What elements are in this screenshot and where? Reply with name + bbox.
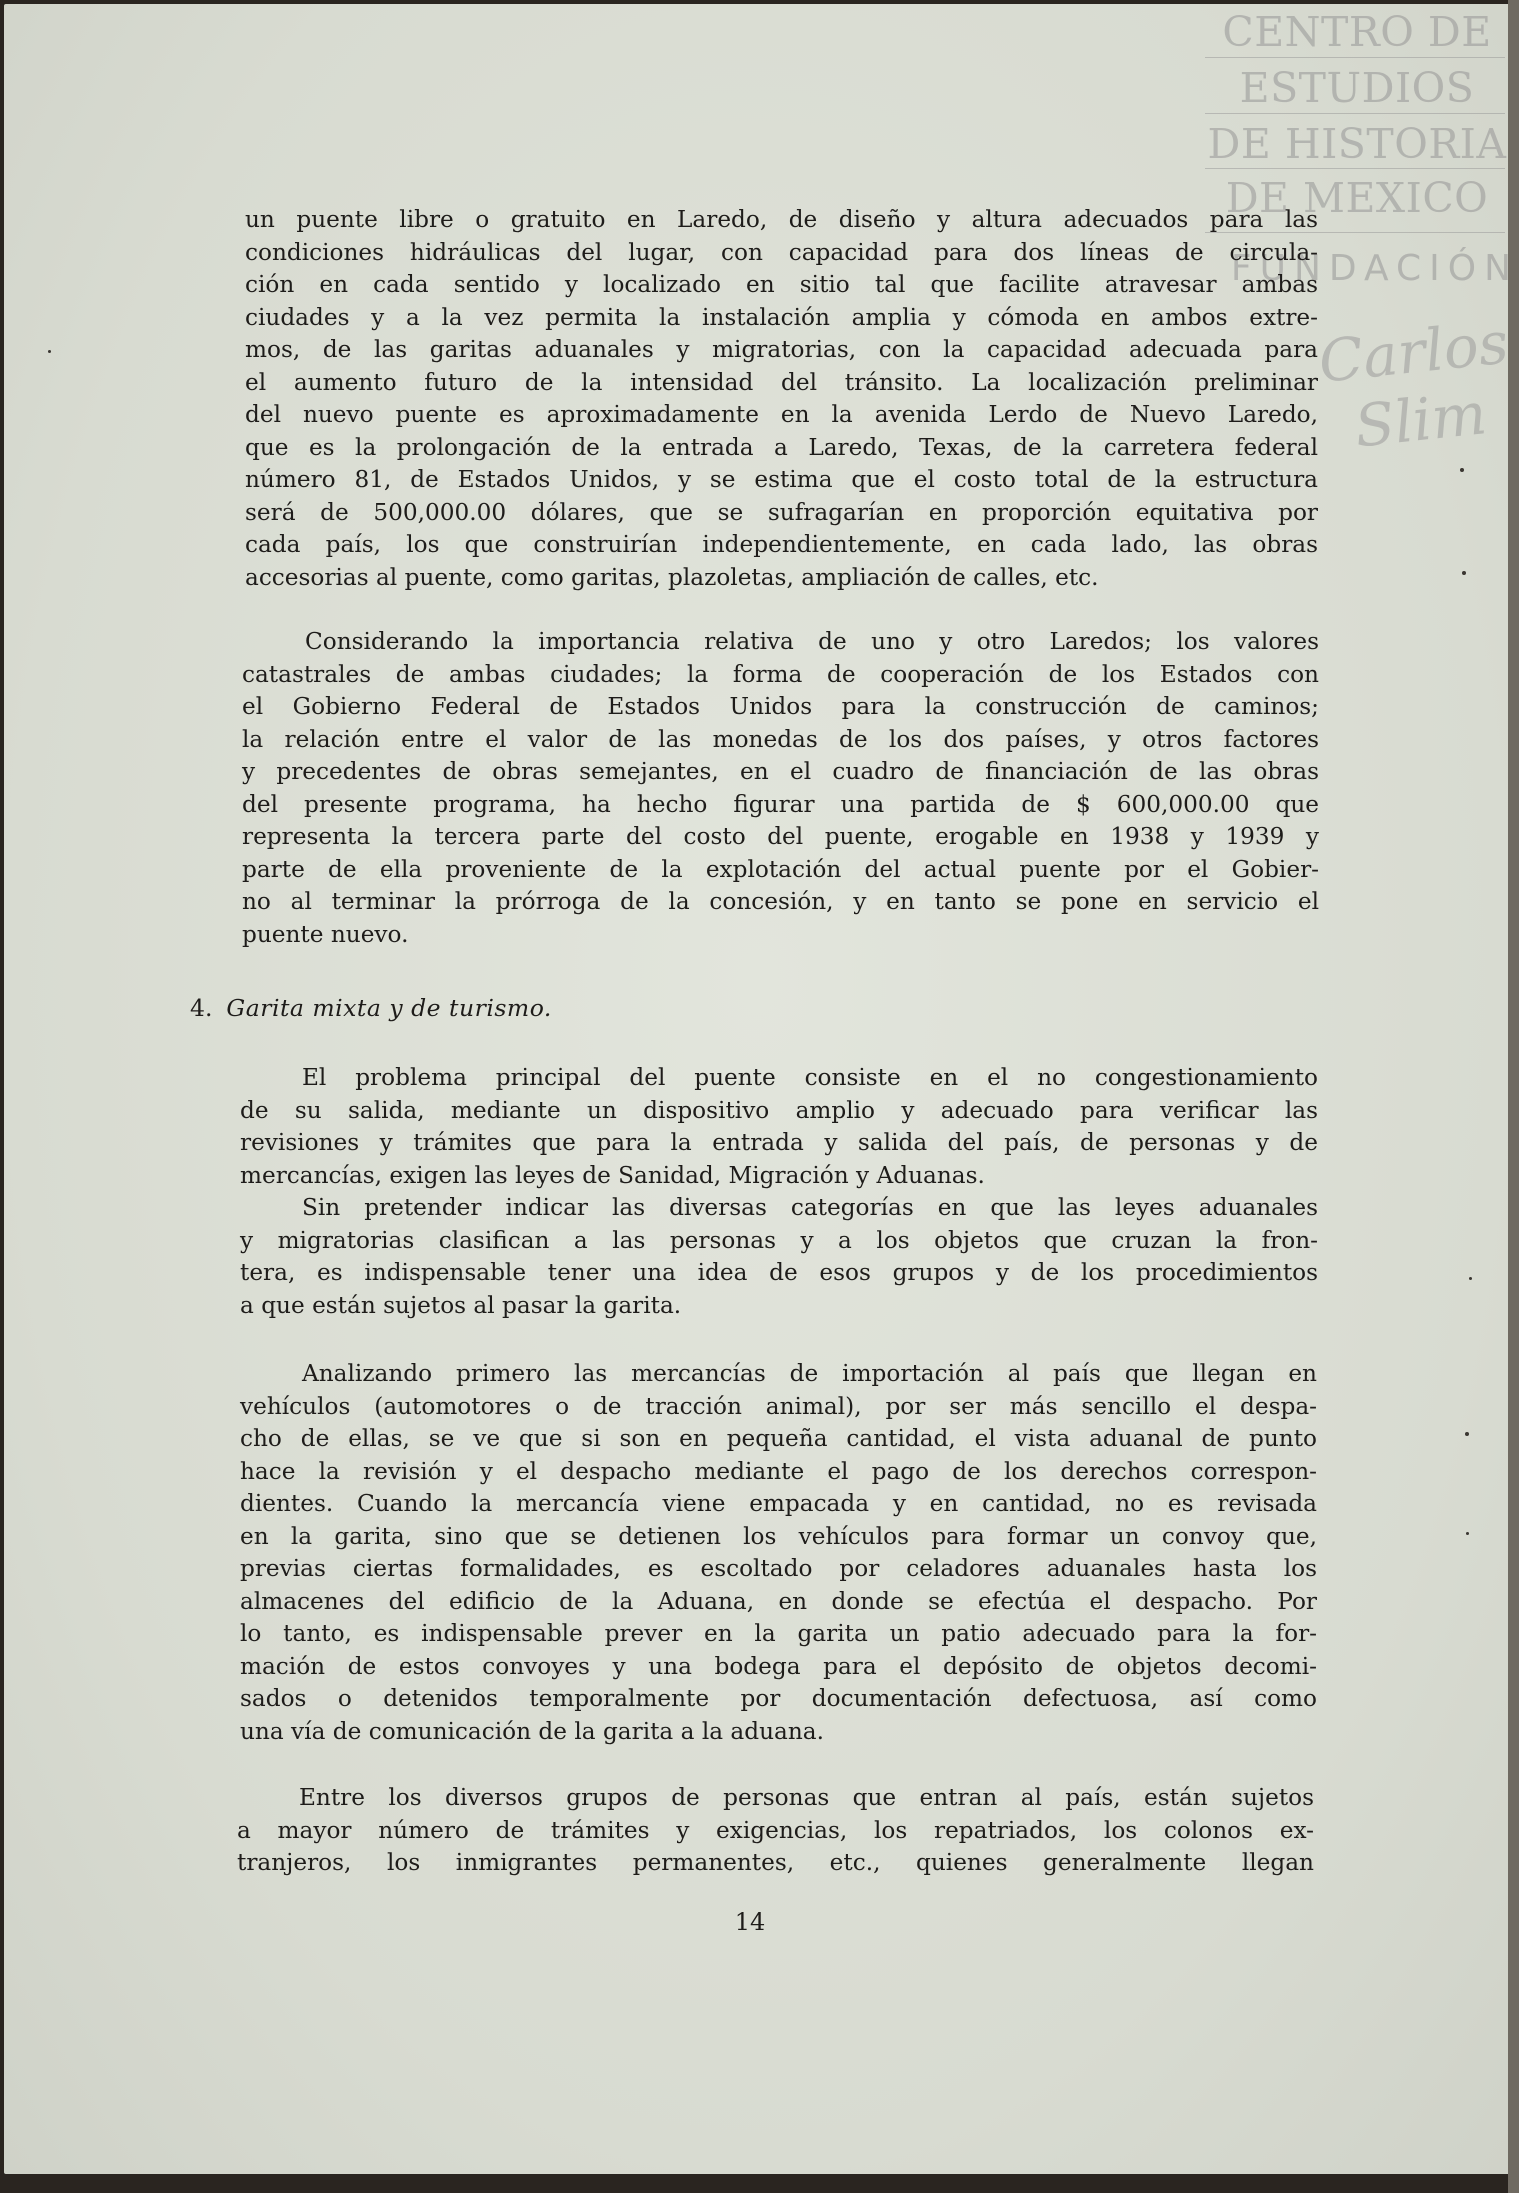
text-line: de su salida, mediante un dispositivo amplio y adecuado para verificar las [240,1096,1318,1124]
text-line: a mayor número de trámites y exigencias, los repatriados, los colonos ex- [237,1816,1314,1844]
text-line: Considerando la importancia relativa de uno y otro Laredos; los valores [305,628,1319,655]
text-line: vehículos (automotores o de tracción animal), por ser más sencillo el despa- [240,1392,1317,1420]
text-line: lo tanto, es indispensable prever en la garita un patio adecuado para la for- [240,1620,1317,1647]
section-heading [190,992,552,1024]
text-line: condiciones hidráulicas del lugar, con capacidad para dos líneas de circula- [245,238,1318,266]
scan-speck [1469,1277,1472,1280]
scan-speck [48,350,51,353]
text-line: representa la tercera parte del costo del puente, erogable en 1938 y 1939 y [242,823,1319,850]
watermark-fundacion: FUNDACIÓN [1230,248,1519,289]
text-line: accesorias al puente, como garitas, plazoletas, ampliación de calles, etc. [245,563,1099,591]
text-line: número 81, de Estados Unidos, y se estima que el costo total de la estructura [245,466,1318,493]
text-line: cho de ellas, se ve que si son en pequeña cantidad, el vista aduanal de punto [240,1425,1317,1452]
text-line: parte de ella proveniente de la explotación del actual puente por el Gobier- [242,855,1319,883]
text-line: ciudades y a la vez permita la instalación amplia y cómoda en ambos extre- [245,303,1318,331]
watermark-line: CENTRO DE [1222,8,1492,56]
scan-speck [1462,571,1466,575]
page-number: 14 [734,1908,766,1936]
section-title: Garita mixta y de turismo. [226,994,552,1022]
text-line: en la garita, sino que se detienen los vehículos para formar un convoy que, [240,1522,1317,1550]
text-line: será de 500,000.00 dólares, que se sufragarían en proporción equitativa por [245,498,1318,526]
watermark-line: ESTUDIOS [1239,64,1475,112]
watermark-line: DE MEXICO [1225,174,1489,222]
scan-speck [1460,468,1464,472]
text-line: a que están sujetos al pasar la garita. [240,1291,682,1319]
text-line: Sin pretender indicar las diversas categorías en que las leyes aduanales [302,1194,1318,1221]
text-line: Entre los diversos grupos de personas que entran al país, están sujetos [299,1784,1314,1811]
text-line: puente nuevo. [242,920,409,948]
text-line: la relación entre el valor de las monedas de los dos países, y otros factores [242,725,1319,753]
text-line: el Gobierno Federal de Estados Unidos para la construcción de caminos; [242,693,1319,720]
text-line: que es la prolongación de la entrada a Laredo, Texas, de la carretera federal [245,433,1318,461]
text-line: mación de estos convoyes y una bodega para el depósito de objetos decomi- [240,1652,1317,1680]
text-line: una vía de comunicación de la garita a la aduana. [240,1717,824,1745]
text-line: cada país, los que construirían independientemente, en cada lado, las obras [245,531,1318,558]
text-line: tera, es indispensable tener una idea de esos grupos y de los procedimientos [240,1259,1318,1286]
text-line: el aumento futuro de la intensidad del tránsito. La localización preliminar [245,368,1318,396]
text-line: revisiones y trámites que para la entrada y salida del país, de personas y de [240,1129,1318,1156]
watermark-signature: Carlos Slim [1315,308,1512,461]
scan-speck [1466,1532,1469,1535]
watermark-rule [1205,113,1505,114]
text-line: tranjeros, los inmigrantes permanentes, etc., quienes generalmente llegan [237,1849,1314,1876]
text-line: ción en cada sentido y localizado en sitio tal que facilite atravesar ambas [245,271,1318,298]
text-line: Analizando primero las mercancías de importación al país que llegan en [302,1360,1317,1387]
text-line: no al terminar la prórroga de la concesión, y en tanto se pone en servicio el [242,888,1319,915]
text-line: almacenes del edificio de la Aduana, en donde se efectúa el despacho. Por [240,1587,1317,1615]
watermark-rule [1205,57,1505,58]
watermark-line: DE HISTORIA [1207,120,1507,168]
text-line: y migratorias clasifican a las personas y a los objetos que cruzan la fron- [240,1226,1318,1254]
scan-speck [1465,1432,1469,1436]
text-line: mercancías, exigen las leyes de Sanidad, Migración y Aduanas. [240,1161,985,1189]
section-number: 4. [190,994,213,1022]
text-line: sados o detenidos temporalmente por documentación defectuosa, así como [240,1685,1317,1712]
text-line: previas ciertas formalidades, es escoltado por celadores aduanales hasta los [240,1555,1317,1582]
watermark-rule [1205,168,1505,169]
text-line: hace la revisión y el despacho mediante el pago de los derechos correspon- [240,1457,1317,1485]
text-line: del presente programa, ha hecho figurar una partida de $ 600,000.00 que [242,790,1319,818]
text-line: del nuevo puente es aproximadamente en la avenida Lerdo de Nuevo Laredo, [245,401,1318,428]
text-line: mos, de las garitas aduanales y migratorias, con la capacidad adecuada para [245,336,1318,363]
text-line: y precedentes de obras semejantes, en el cuadro de financiación de las obras [242,758,1319,785]
text-line: catastrales de ambas ciudades; la forma de cooperación de los Estados con [242,660,1319,688]
text-line: un puente libre o gratuito en Laredo, de diseño y altura adecuados para las [245,206,1318,233]
text-line: El problema principal del puente consiste en el no congestionamiento [302,1064,1318,1091]
text-line: dientes. Cuando la mercancía viene empacada y en cantidad, no es revisada [240,1490,1317,1517]
